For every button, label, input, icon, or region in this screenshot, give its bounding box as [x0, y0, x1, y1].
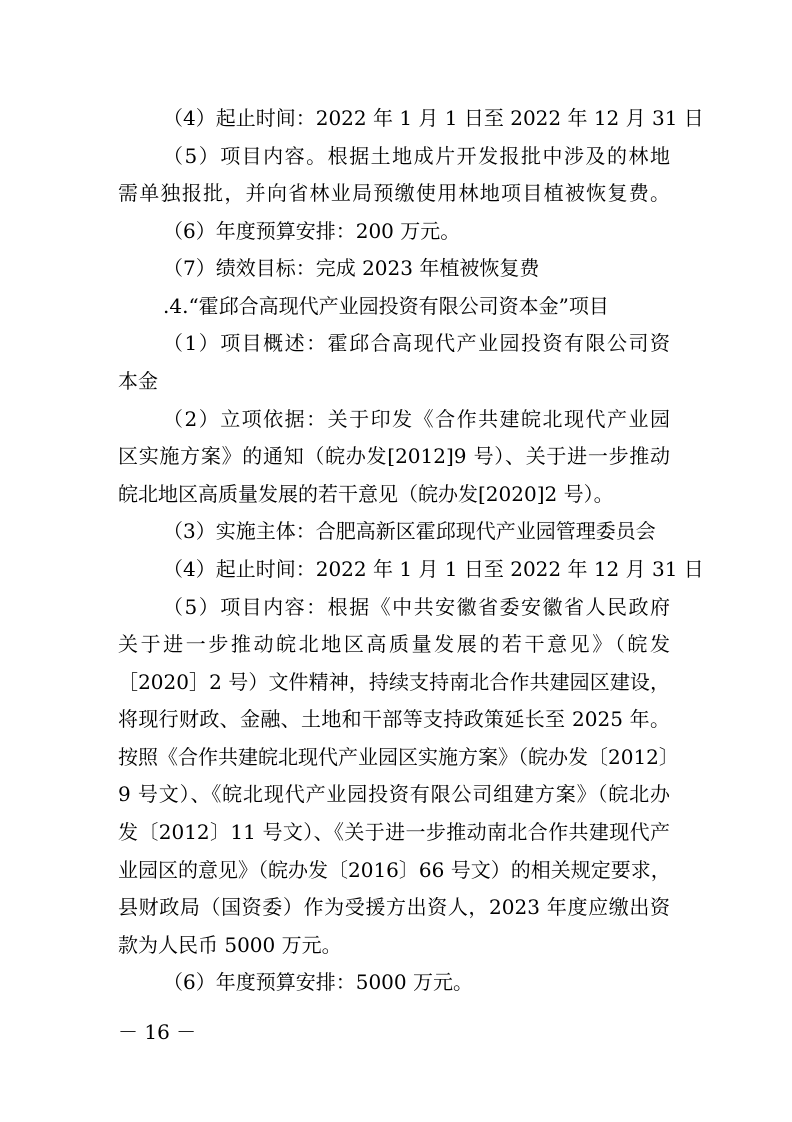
text-line	[163, 250, 563, 286]
text-line	[118, 438, 670, 474]
text-line-content: （4）起止时间：2022 年 1 月 1 日至 2022 年 12 月 31 日	[163, 106, 704, 130]
text-line	[163, 551, 704, 587]
text-line	[163, 325, 670, 361]
text-line	[118, 701, 670, 737]
text-line	[118, 175, 670, 211]
text-line	[163, 401, 670, 437]
text-line-content: 关于进一步推动皖北地区高质量发展的若干意见》（皖发	[118, 632, 670, 656]
text-line	[163, 100, 704, 136]
text-line	[163, 964, 483, 1000]
text-line	[163, 589, 670, 625]
text-line	[118, 626, 670, 662]
text-line-content: 皖北地区高质量发展的若干意见（皖办发[2020]2 号）。	[118, 482, 614, 506]
text-line	[163, 213, 463, 249]
text-line-content: （5）项目内容。根据土地成片开发报批中涉及的林地	[163, 144, 670, 168]
page-number: － 16 －	[118, 1020, 197, 1044]
section-heading	[163, 288, 670, 324]
text-line-content: 按照《合作共建皖北现代产业园区实施方案》（皖办发〔2012〕	[118, 745, 679, 769]
text-line-content: （1）项目概述：霍邱合高现代产业园投资有限公司资	[163, 331, 670, 355]
text-line	[118, 739, 679, 775]
text-line-content: 业园区的意见》（皖办发〔2016〕66 号文）的相关规定要求，	[118, 858, 671, 882]
text-line-content: （2）立项依据：关于印发《合作共建皖北现代产业园	[163, 407, 670, 431]
text-line-content: 发〔2012〕11 号文）、《关于进一步推动南北合作共建现代产	[118, 820, 670, 844]
text-line-content: 县财政局（国资委）作为受援方出资人，2023 年度应缴出资	[118, 895, 670, 919]
text-line	[118, 852, 670, 888]
text-line	[118, 363, 218, 399]
text-line-content: .4.“霍邱合高现代产业园投资有限公司资本金”项目	[163, 294, 609, 318]
text-line-content: （5）项目内容：根据《中共安徽省委安徽省人民政府	[163, 595, 670, 619]
text-line-content: 9 号文）、《皖北现代产业园投资有限公司组建方案》（皖北办	[118, 782, 670, 806]
text-line-content: 将现行财政、金融、土地和干部等支持政策延长至 2025 年。	[118, 707, 670, 731]
text-line	[163, 138, 670, 174]
text-line-content: （4）起止时间：2022 年 1 月 1 日至 2022 年 12 月 31 日	[163, 557, 704, 581]
text-line	[118, 927, 368, 963]
text-line-content: （6）年度预算安排：200 万元。	[163, 219, 461, 243]
text-line	[118, 889, 670, 925]
text-line	[118, 814, 670, 850]
text-line-content: （6）年度预算安排：5000 万元。	[163, 970, 473, 994]
text-line	[118, 776, 670, 812]
text-line-content: 区实施方案》的通知（皖办发[2012]9 号）、关于进一步推动	[118, 444, 670, 468]
text-line-content: （7）绩效目标：完成 2023 年植被恢复费	[163, 256, 540, 280]
text-line	[118, 664, 670, 700]
text-line-content: 本金	[118, 369, 158, 393]
text-line-content: （3）实施主体：合肥高新区霍邱现代产业园管理委员会	[163, 519, 656, 543]
text-line	[118, 476, 658, 512]
text-line-content: ［2020］2 号）文件精神，持续支持南北合作共建园区建设，	[118, 670, 670, 694]
text-line-content: 需单独报批，并向省林业局预缴使用林地项目植被恢复费。	[118, 181, 670, 205]
text-line-content: 款为人民币 5000 万元。	[118, 933, 342, 957]
text-line	[163, 513, 670, 549]
